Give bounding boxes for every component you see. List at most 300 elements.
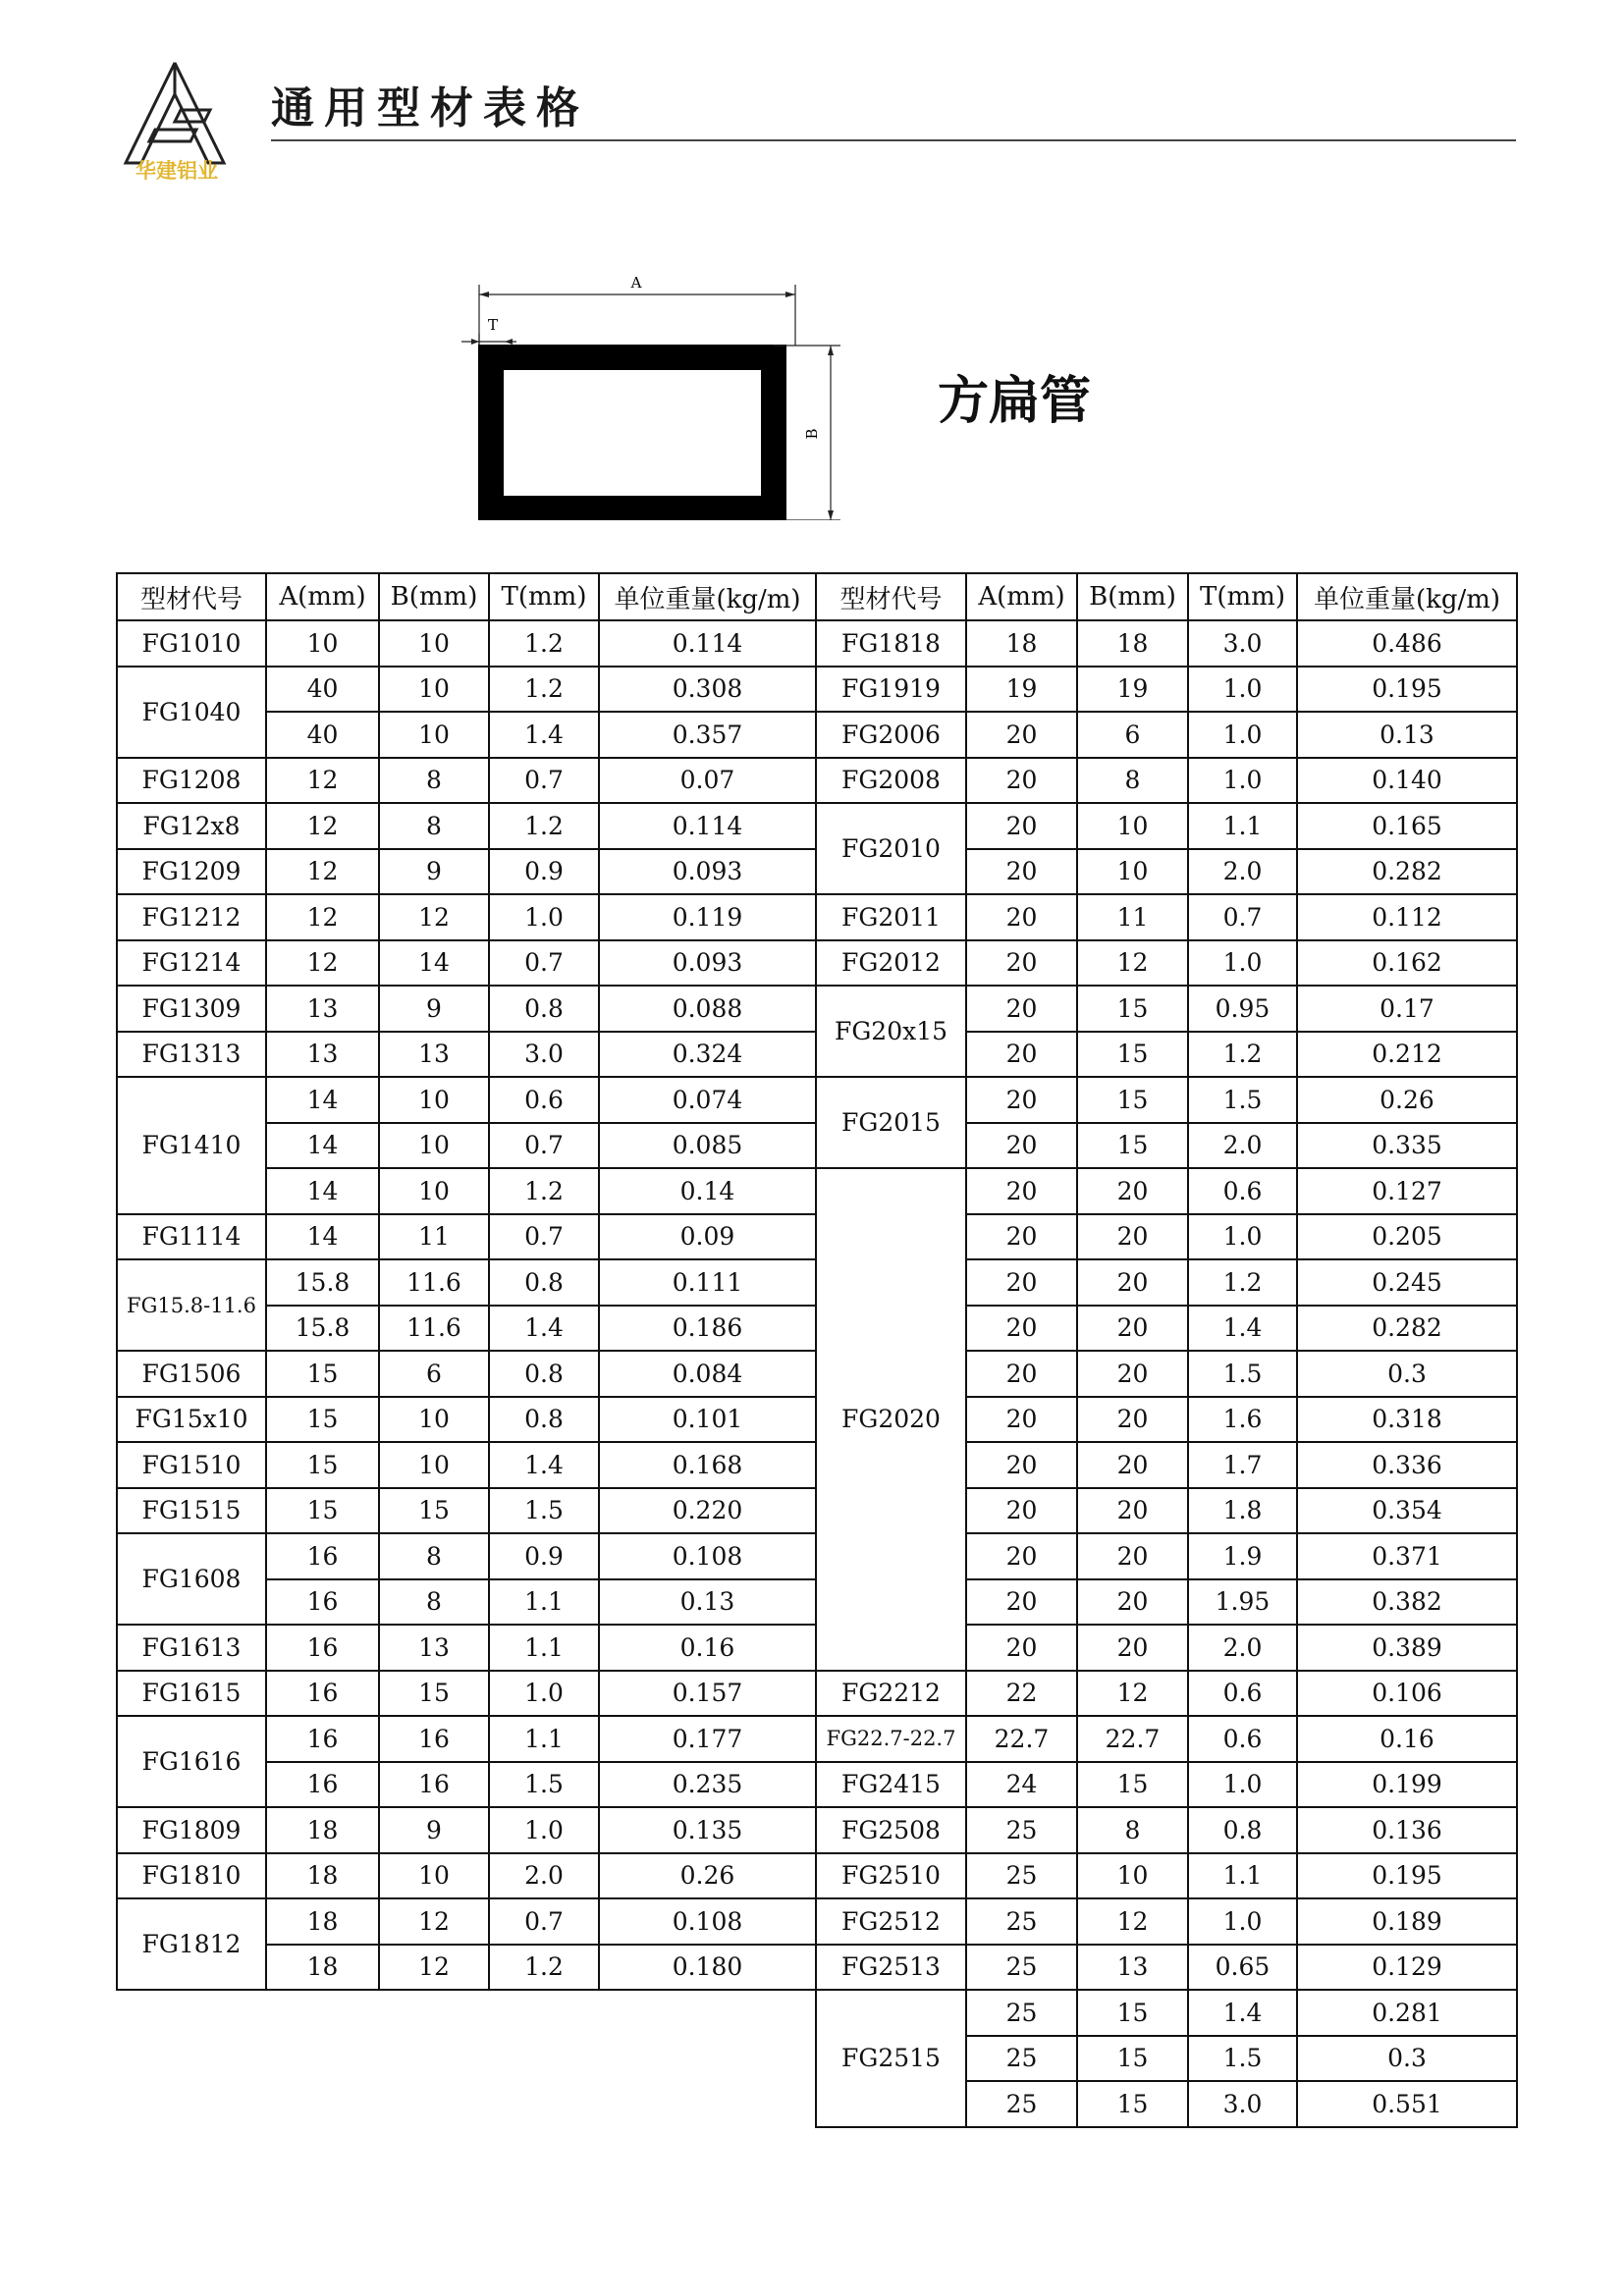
thickness-cell: 0.8	[1188, 1807, 1297, 1853]
header-a: A(mm)	[966, 573, 1077, 620]
weight-cell: 0.3	[1297, 1351, 1517, 1397]
table-row	[117, 1671, 816, 1717]
thickness-cell: 0.6	[489, 1077, 599, 1123]
profile-code-cell: FG15.8-11.6	[117, 1259, 266, 1351]
table-row	[117, 1898, 816, 1945]
weight-cell: 0.106	[1297, 1671, 1517, 1717]
table-row	[117, 1397, 816, 1443]
weight-cell: 0.16	[599, 1625, 816, 1671]
table-row	[117, 1533, 816, 1579]
page-title: 通用型材表格	[271, 83, 589, 133]
thickness-cell: 1.0	[489, 894, 599, 940]
thickness-cell: 0.7	[489, 1214, 599, 1260]
weight-cell: 0.382	[1297, 1579, 1517, 1626]
dim-b-cell: 20	[1077, 1579, 1188, 1626]
header-weight: 单位重量(kg/m)	[1297, 573, 1517, 620]
dim-b-cell: 13	[1077, 1945, 1188, 1991]
dim-b-cell: 10	[379, 1123, 489, 1169]
dim-a-cell: 14	[266, 1168, 379, 1214]
dim-a-cell: 20	[966, 1168, 1077, 1214]
header-divider	[271, 139, 1516, 141]
table-row	[117, 1625, 816, 1671]
dim-a-cell: 25	[966, 2036, 1077, 2082]
dim-a-cell: 25	[966, 1945, 1077, 1991]
profile-code-cell: FG1919	[816, 667, 966, 713]
thickness-cell: 1.5	[489, 1488, 599, 1534]
thickness-cell: 1.2	[489, 803, 599, 849]
table-row	[816, 620, 1517, 667]
dim-b-cell: 13	[379, 1032, 489, 1078]
thickness-cell: 1.0	[1188, 1214, 1297, 1260]
thickness-cell: 1.2	[489, 620, 599, 667]
profile-code-cell: FG2510	[816, 1853, 966, 1899]
profile-code-cell: FG1114	[117, 1214, 266, 1260]
dim-b-cell: 11.6	[379, 1259, 489, 1306]
dim-a-cell: 20	[966, 1214, 1077, 1260]
dim-b-cell: 20	[1077, 1442, 1188, 1488]
dim-a-cell: 16	[266, 1533, 379, 1579]
table-row	[117, 1442, 816, 1488]
thickness-cell: 1.5	[1188, 1351, 1297, 1397]
weight-cell: 0.3	[1297, 2036, 1517, 2082]
thickness-cell: 1.0	[1188, 712, 1297, 758]
right-spec-table	[815, 572, 1518, 2128]
weight-cell: 0.486	[1297, 620, 1517, 667]
dim-a-cell: 18	[266, 1898, 379, 1945]
profile-code-cell: FG2513	[816, 1945, 966, 1991]
weight-cell: 0.281	[1297, 1990, 1517, 2036]
dim-a-cell: 20	[966, 712, 1077, 758]
profile-code-cell: FG2020	[816, 1168, 966, 1671]
dim-a-cell: 15	[266, 1397, 379, 1443]
dim-b-cell: 12	[379, 894, 489, 940]
profile-code-cell: FG2515	[816, 1990, 966, 2127]
dim-b-cell: 16	[379, 1762, 489, 1808]
dim-b-cell: 10	[1077, 1853, 1188, 1899]
weight-cell: 0.09	[599, 1214, 816, 1260]
dim-b-cell: 10	[1077, 849, 1188, 895]
weight-cell: 0.371	[1297, 1533, 1517, 1579]
weight-cell: 0.177	[599, 1716, 816, 1762]
header-code: 型材代号	[816, 573, 966, 620]
thickness-cell: 1.0	[489, 1671, 599, 1717]
thickness-cell: 0.9	[489, 1533, 599, 1579]
dim-a-cell: 14	[266, 1077, 379, 1123]
table-row	[117, 1214, 816, 1260]
table-row	[117, 1716, 816, 1762]
thickness-cell: 1.2	[489, 1168, 599, 1214]
dim-a-cell: 13	[266, 1032, 379, 1078]
dim-a-cell: 22.7	[966, 1716, 1077, 1762]
dim-b-cell: 10	[379, 620, 489, 667]
dim-a-cell: 15	[266, 1488, 379, 1534]
dim-b-cell: 15	[1077, 2036, 1188, 2082]
thickness-cell: 1.2	[489, 667, 599, 713]
weight-cell: 0.282	[1297, 1306, 1517, 1352]
weight-cell: 0.136	[1297, 1807, 1517, 1853]
table-row	[816, 1945, 1517, 1991]
dim-a-cell: 20	[966, 940, 1077, 987]
profile-code-cell: FG1313	[117, 1032, 266, 1078]
dim-a-cell: 20	[966, 1077, 1077, 1123]
weight-cell: 0.114	[599, 803, 816, 849]
weight-cell: 0.235	[599, 1762, 816, 1808]
table-row	[816, 1168, 1517, 1214]
thickness-cell: 0.7	[489, 1898, 599, 1945]
dim-a-cell: 20	[966, 1579, 1077, 1626]
weight-cell: 0.114	[599, 620, 816, 667]
weight-cell: 0.093	[599, 940, 816, 987]
dim-a-cell: 20	[966, 1442, 1077, 1488]
dim-b-cell: 11.6	[379, 1306, 489, 1352]
weight-cell: 0.212	[1297, 1032, 1517, 1078]
table-row	[816, 940, 1517, 987]
thickness-cell: 1.1	[1188, 1853, 1297, 1899]
dim-a-cell: 20	[966, 894, 1077, 940]
weight-cell: 0.199	[1297, 1762, 1517, 1808]
thickness-cell: 1.5	[1188, 1077, 1297, 1123]
table-row	[816, 1853, 1517, 1899]
thickness-cell: 1.0	[489, 1807, 599, 1853]
dim-a-cell: 20	[966, 986, 1077, 1032]
table-row	[117, 849, 816, 895]
dim-a-cell: 20	[966, 758, 1077, 804]
dim-a-cell: 40	[266, 667, 379, 713]
profile-code-cell: FG1214	[117, 940, 266, 987]
weight-cell: 0.195	[1297, 667, 1517, 713]
dim-b-cell: 22.7	[1077, 1716, 1188, 1762]
thickness-cell: 0.95	[1188, 986, 1297, 1032]
thickness-cell: 0.7	[489, 940, 599, 987]
dim-b-cell: 10	[379, 1397, 489, 1443]
dim-a-cell: 18	[966, 620, 1077, 667]
profile-code-cell: FG2512	[816, 1898, 966, 1945]
dim-b-cell: 10	[1077, 803, 1188, 849]
dim-b-cell: 11	[1077, 894, 1188, 940]
dim-a-cell: 15.8	[266, 1306, 379, 1352]
table-row	[117, 1351, 816, 1397]
profile-code-cell: FG15x10	[117, 1397, 266, 1443]
table-row	[117, 940, 816, 987]
weight-cell: 0.205	[1297, 1214, 1517, 1260]
dim-a-cell: 18	[266, 1853, 379, 1899]
dim-a-cell: 25	[966, 1990, 1077, 2036]
thickness-cell: 0.8	[489, 986, 599, 1032]
table-row	[816, 803, 1517, 849]
weight-cell: 0.108	[599, 1898, 816, 1945]
table-row	[816, 667, 1517, 713]
table-row	[816, 1807, 1517, 1853]
dim-a-cell: 20	[966, 1488, 1077, 1534]
dim-b-cell: 20	[1077, 1488, 1188, 1534]
header-a: A(mm)	[266, 573, 379, 620]
weight-cell: 0.308	[599, 667, 816, 713]
dim-a-cell: 20	[966, 1306, 1077, 1352]
weight-cell: 0.318	[1297, 1397, 1517, 1443]
dim-a-cell: 24	[966, 1762, 1077, 1808]
table-row	[816, 1762, 1517, 1808]
dim-a-cell: 20	[966, 1123, 1077, 1169]
dim-b-cell: 20	[1077, 1259, 1188, 1306]
header-t: T(mm)	[489, 573, 599, 620]
dim-b-cell: 16	[379, 1716, 489, 1762]
dim-a-cell: 16	[266, 1625, 379, 1671]
profile-code-cell: FG2015	[816, 1077, 966, 1168]
dim-b-cell: 9	[379, 849, 489, 895]
dim-b-cell: 18	[1077, 620, 1188, 667]
profile-code-cell: FG1608	[117, 1533, 266, 1625]
table-row	[816, 986, 1517, 1032]
weight-cell: 0.162	[1297, 940, 1517, 987]
thickness-cell: 1.4	[489, 712, 599, 758]
dim-b-cell: 15	[1077, 1077, 1188, 1123]
weight-cell: 0.26	[599, 1853, 816, 1899]
thickness-cell: 1.2	[1188, 1032, 1297, 1078]
dim-a-cell: 25	[966, 1898, 1077, 1945]
weight-cell: 0.127	[1297, 1168, 1517, 1214]
profile-code-cell: FG1209	[117, 849, 266, 895]
dim-a-cell: 13	[266, 986, 379, 1032]
dim-b-cell: 20	[1077, 1168, 1188, 1214]
weight-cell: 0.282	[1297, 849, 1517, 895]
dim-a-cell: 16	[266, 1579, 379, 1626]
thickness-cell: 3.0	[1188, 2081, 1297, 2127]
weight-cell: 0.551	[1297, 2081, 1517, 2127]
weight-cell: 0.16	[1297, 1716, 1517, 1762]
weight-cell: 0.389	[1297, 1625, 1517, 1671]
thickness-cell: 0.8	[489, 1351, 599, 1397]
weight-cell: 0.26	[1297, 1077, 1517, 1123]
profile-code-cell: FG1040	[117, 667, 266, 758]
dimension-b-label: B	[803, 428, 821, 440]
dimension-a-label: A	[630, 274, 642, 292]
dim-b-cell: 9	[379, 986, 489, 1032]
table-row	[816, 1716, 1517, 1762]
dim-a-cell: 14	[266, 1123, 379, 1169]
table-row	[117, 667, 816, 713]
dim-b-cell: 15	[379, 1671, 489, 1717]
thickness-cell: 2.0	[489, 1853, 599, 1899]
thickness-cell: 3.0	[489, 1032, 599, 1078]
dim-b-cell: 9	[379, 1807, 489, 1853]
thickness-cell: 0.7	[489, 1123, 599, 1169]
thickness-cell: 1.4	[1188, 1990, 1297, 2036]
dim-b-cell: 15	[1077, 1032, 1188, 1078]
dim-b-cell: 20	[1077, 1533, 1188, 1579]
thickness-cell: 1.6	[1188, 1397, 1297, 1443]
weight-cell: 0.119	[599, 894, 816, 940]
table-row	[816, 894, 1517, 940]
dim-b-cell: 15	[1077, 1990, 1188, 2036]
profile-code-cell: FG1410	[117, 1077, 266, 1214]
profile-diagram	[461, 265, 854, 520]
profile-code-cell: FG1515	[117, 1488, 266, 1534]
thickness-cell: 0.65	[1188, 1945, 1297, 1991]
profile-code-cell: FG1810	[117, 1853, 266, 1899]
dim-b-cell: 20	[1077, 1306, 1188, 1352]
dim-b-cell: 15	[1077, 1123, 1188, 1169]
weight-cell: 0.17	[1297, 986, 1517, 1032]
thickness-cell: 1.4	[489, 1442, 599, 1488]
thickness-cell: 0.6	[1188, 1716, 1297, 1762]
dim-a-cell: 20	[966, 1259, 1077, 1306]
weight-cell: 0.13	[1297, 712, 1517, 758]
dim-a-cell: 12	[266, 803, 379, 849]
dim-a-cell: 22	[966, 1671, 1077, 1717]
header-b: B(mm)	[1077, 573, 1188, 620]
weight-cell: 0.336	[1297, 1442, 1517, 1488]
profile-code-cell: FG1615	[117, 1671, 266, 1717]
weight-cell: 0.135	[599, 1807, 816, 1853]
dim-b-cell: 12	[379, 1898, 489, 1945]
profile-code-cell: FG2415	[816, 1762, 966, 1808]
dim-a-cell: 15	[266, 1442, 379, 1488]
dim-a-cell: 12	[266, 758, 379, 804]
table-row	[816, 1898, 1517, 1945]
dim-a-cell: 16	[266, 1762, 379, 1808]
thickness-cell: 1.0	[1188, 940, 1297, 987]
weight-cell: 0.085	[599, 1123, 816, 1169]
profile-code-cell: FG1616	[117, 1716, 266, 1807]
profile-code-cell: FG1212	[117, 894, 266, 940]
thickness-cell: 2.0	[1188, 1625, 1297, 1671]
dim-b-cell: 15	[379, 1488, 489, 1534]
profile-code-cell: FG1309	[117, 986, 266, 1032]
left-spec-table	[116, 572, 817, 1991]
thickness-cell: 1.2	[1188, 1259, 1297, 1306]
dim-b-cell: 10	[379, 712, 489, 758]
weight-cell: 0.357	[599, 712, 816, 758]
dim-b-cell: 20	[1077, 1397, 1188, 1443]
dim-b-cell: 20	[1077, 1625, 1188, 1671]
weight-cell: 0.111	[599, 1259, 816, 1306]
table-row	[117, 803, 816, 849]
profile-code-cell: FG22.7-22.7	[816, 1716, 966, 1762]
thickness-cell: 1.95	[1188, 1579, 1297, 1626]
thickness-cell: 0.6	[1188, 1671, 1297, 1717]
thickness-cell: 0.7	[489, 758, 599, 804]
table-row	[816, 1671, 1517, 1717]
weight-cell: 0.140	[1297, 758, 1517, 804]
weight-cell: 0.245	[1297, 1259, 1517, 1306]
dim-a-cell: 10	[266, 620, 379, 667]
table-row	[117, 758, 816, 804]
thickness-cell: 2.0	[1188, 1123, 1297, 1169]
dim-b-cell: 12	[1077, 1898, 1188, 1945]
dim-b-cell: 11	[379, 1214, 489, 1260]
thickness-cell: 3.0	[1188, 620, 1297, 667]
profile-code-cell: FG2508	[816, 1807, 966, 1853]
thickness-cell: 2.0	[1188, 849, 1297, 895]
weight-cell: 0.093	[599, 849, 816, 895]
weight-cell: 0.101	[599, 1397, 816, 1443]
thickness-cell: 1.7	[1188, 1442, 1297, 1488]
header-weight: 单位重量(kg/m)	[599, 573, 816, 620]
dim-a-cell: 20	[966, 1533, 1077, 1579]
profile-code-cell: FG1010	[117, 620, 266, 667]
thickness-cell: 0.6	[1188, 1168, 1297, 1214]
weight-cell: 0.088	[599, 986, 816, 1032]
profile-code-cell: FG2010	[816, 803, 966, 894]
dim-b-cell: 15	[1077, 1762, 1188, 1808]
weight-cell: 0.112	[1297, 894, 1517, 940]
thickness-cell: 1.5	[1188, 2036, 1297, 2082]
dim-a-cell: 25	[966, 2081, 1077, 2127]
dim-b-cell: 12	[379, 1945, 489, 1991]
dim-b-cell: 10	[379, 667, 489, 713]
weight-cell: 0.07	[599, 758, 816, 804]
dim-b-cell: 10	[379, 1077, 489, 1123]
dim-a-cell: 25	[966, 1807, 1077, 1853]
thickness-cell: 1.1	[489, 1579, 599, 1626]
weight-cell: 0.354	[1297, 1488, 1517, 1534]
weight-cell: 0.168	[599, 1442, 816, 1488]
dim-b-cell: 10	[379, 1442, 489, 1488]
thickness-cell: 1.1	[489, 1716, 599, 1762]
table-row	[117, 1259, 816, 1306]
thickness-cell: 0.7	[1188, 894, 1297, 940]
profile-code-cell: FG12x8	[117, 803, 266, 849]
dim-b-cell: 19	[1077, 667, 1188, 713]
profile-code-cell: FG1809	[117, 1807, 266, 1853]
dim-b-cell: 12	[1077, 1671, 1188, 1717]
shape-title: 方扁管	[938, 372, 1092, 431]
dim-b-cell: 13	[379, 1625, 489, 1671]
table-row	[117, 620, 816, 667]
profile-code-cell: FG1812	[117, 1898, 266, 1990]
table-row	[117, 1032, 816, 1078]
dim-b-cell: 8	[379, 1533, 489, 1579]
table-row	[816, 712, 1517, 758]
thickness-cell: 0.8	[489, 1397, 599, 1443]
table-row	[816, 1990, 1517, 2036]
dim-a-cell: 12	[266, 894, 379, 940]
thickness-cell: 1.4	[489, 1306, 599, 1352]
profile-code-cell: FG2006	[816, 712, 966, 758]
thickness-cell: 1.1	[489, 1625, 599, 1671]
profile-code-cell: FG2011	[816, 894, 966, 940]
profile-code-cell: FG2008	[816, 758, 966, 804]
weight-cell: 0.14	[599, 1168, 816, 1214]
right-header-row	[816, 573, 1517, 620]
thickness-cell: 0.8	[489, 1259, 599, 1306]
dim-b-cell: 15	[1077, 986, 1188, 1032]
dim-a-cell: 18	[266, 1807, 379, 1853]
thickness-cell: 1.1	[1188, 803, 1297, 849]
dim-b-cell: 20	[1077, 1351, 1188, 1397]
thickness-cell: 1.0	[1188, 758, 1297, 804]
thickness-cell: 1.5	[489, 1762, 599, 1808]
weight-cell: 0.074	[599, 1077, 816, 1123]
dim-a-cell: 20	[966, 1397, 1077, 1443]
dim-b-cell: 10	[379, 1168, 489, 1214]
dim-b-cell: 14	[379, 940, 489, 987]
profile-code-cell: FG1510	[117, 1442, 266, 1488]
dim-a-cell: 15.8	[266, 1259, 379, 1306]
weight-cell: 0.335	[1297, 1123, 1517, 1169]
dim-a-cell: 14	[266, 1214, 379, 1260]
dim-a-cell: 20	[966, 849, 1077, 895]
dim-b-cell: 6	[379, 1351, 489, 1397]
dim-b-cell: 10	[379, 1853, 489, 1899]
dim-b-cell: 15	[1077, 2081, 1188, 2127]
table-row	[117, 1807, 816, 1853]
weight-cell: 0.220	[599, 1488, 816, 1534]
table-row	[117, 986, 816, 1032]
profile-code-cell: FG20x15	[816, 986, 966, 1077]
dim-a-cell: 15	[266, 1351, 379, 1397]
dim-a-cell: 12	[266, 849, 379, 895]
